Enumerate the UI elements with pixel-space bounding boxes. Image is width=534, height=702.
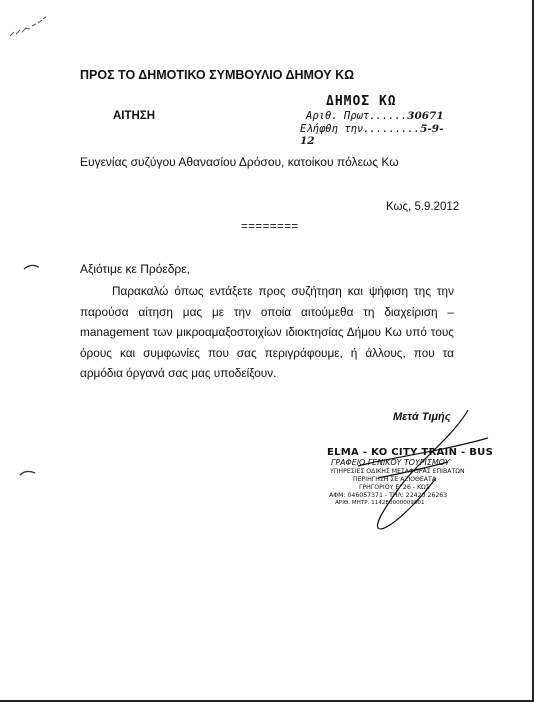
registry-stamp-received [300, 123, 446, 147]
punch-hole-mark-bottom [18, 468, 38, 478]
company-stamp-name: ELMA - KO CITY TRAIN - BUS [327, 447, 494, 458]
document-type-heading: ΑΙΤΗΣΗ [113, 110, 156, 122]
handwritten-signature [318, 408, 498, 538]
margin-scribble [8, 14, 48, 38]
company-stamp-line6: ΑΦΜ: 046057371 - ΤΗΛ: 22420 26263 [329, 492, 448, 499]
punch-hole-mark-top [22, 262, 42, 272]
place-date: Κως, 5.9.2012 [386, 201, 460, 213]
protocol-label: Αριθ. Πρωτ...... [306, 110, 408, 122]
company-stamp-line5: ΓΡΗΓΟΡΙΟΥ Ε' 26 - ΚΩΣ [359, 484, 430, 491]
received-label: Ελήφθη την......... [300, 123, 421, 135]
company-stamp-line4: ΠΕΡΙΗΓΗΣΗ ΣΕ ΑΞΙΟΘΕΑΤΑ [353, 476, 437, 483]
company-stamp-line2: ΓΡΑΦΕΙΟ ΓΕΝΙΚΟΥ ΤΟΥΡΙΣΜΟΥ [331, 458, 450, 467]
registry-stamp-protocol [306, 110, 444, 122]
received-date: 5-9-12 [300, 123, 444, 147]
company-stamp-line7: ΑΡΙΘ. ΜΗΤΡ. 1142Ε0000009801 [335, 500, 425, 506]
sender-line: Ευγενίας συζύγου Αθανασίου Δρόσου, κατοίκου πόλεως Κω [80, 155, 399, 169]
protocol-number: 30671 [407, 110, 444, 122]
separator: ======== [241, 221, 299, 233]
company-stamp-line3: ΥΠΗΡΕΣΙΕΣ ΟΔΙΚΗΣ ΜΕΤΑΦΟΡΑΣ ΕΠΙΒΑΤΩΝ [330, 468, 465, 475]
registry-stamp-title: ΔΗΜΟΣ ΚΩ [326, 94, 397, 109]
registry-stamp [286, 94, 446, 147]
closing: Μετά Τιμής [393, 411, 451, 423]
body-paragraph: Παρακαλώ όπως εντάξετε προς συζήτηση και ψήφιση της την παρούσα αίτηση μας με την οποία αιτούμεθα τη διαχείριση – management των μικροαμαξοστοιχίων ιδιοκτησίας Δήμου Κω υπό τους όρους και συμφωνίες που σας περιγράφουμε, ή άλλους, που τα αρμόδια όργανά σας μας υποδείξουν. [80, 284, 454, 380]
salutation: Αξιότιμε κε Πρόεδρε, [80, 262, 190, 276]
addressee-heading: ΠΡΟΣ ΤΟ ΔΗΜΟΤΙΚΟ ΣΥΜΒΟΥΛΙΟ ΔΗΜΟΥ ΚΩ [80, 68, 355, 82]
